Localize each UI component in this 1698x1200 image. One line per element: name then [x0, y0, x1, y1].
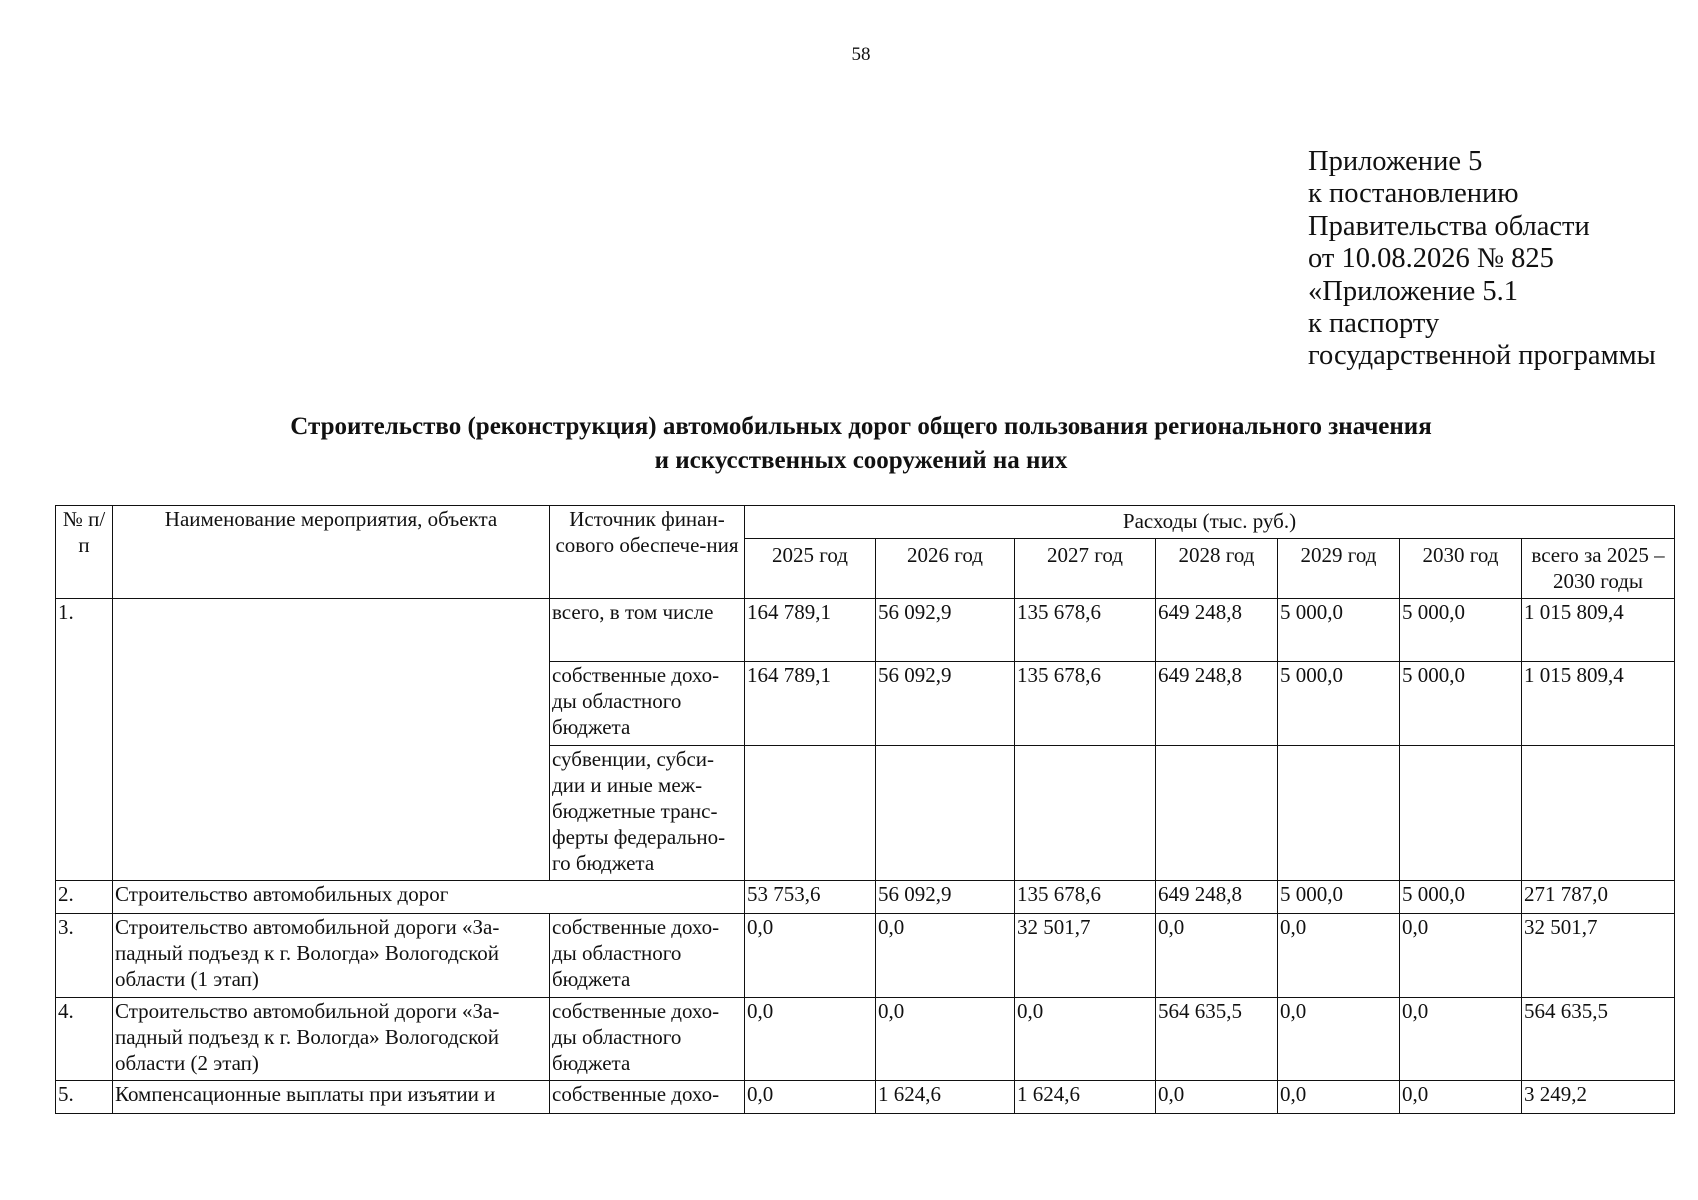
row-value: 135 678,6 — [1015, 599, 1156, 662]
row-total: 32 501,7 — [1522, 914, 1675, 998]
row-value: 0,0 — [1400, 914, 1522, 998]
row-total — [1522, 746, 1675, 881]
row-total: 1 015 809,4 — [1522, 599, 1675, 662]
row-value: 0,0 — [876, 914, 1015, 998]
row-value: 0,0 — [1278, 1081, 1400, 1114]
row-value: 0,0 — [1156, 1081, 1278, 1114]
row-value: 32 501,7 — [1015, 914, 1156, 998]
row-value: 5 000,0 — [1400, 662, 1522, 746]
row-num: 1. — [56, 599, 113, 881]
row-value — [1015, 746, 1156, 881]
row-value: 5 000,0 — [1400, 599, 1522, 662]
appendix-line: от 10.08.2026 № 825 — [1308, 243, 1554, 275]
row-value: 164 789,1 — [745, 662, 876, 746]
row-value: 5 000,0 — [1400, 881, 1522, 914]
row-value: 0,0 — [1278, 914, 1400, 998]
header-name: Наименование мероприятия, объекта — [113, 506, 550, 599]
row-num: 2. — [56, 881, 113, 914]
row-total: 1 015 809,4 — [1522, 662, 1675, 746]
appendix-line: к паспорту — [1308, 308, 1440, 340]
row-value: 564 635,5 — [1156, 998, 1278, 1081]
row-value: 649 248,8 — [1156, 881, 1278, 914]
row-value: 0,0 — [745, 914, 876, 998]
row-value — [1400, 746, 1522, 881]
row-source: собственные дохо- — [550, 1081, 745, 1114]
row-name: Строительство автомобильных дорог — [113, 881, 745, 914]
header-year: 2027 год — [1015, 539, 1156, 599]
appendix-line: «Приложение 5.1 — [1308, 275, 1518, 307]
table-row — [56, 881, 1675, 914]
appendix-line: государственной программы — [1308, 340, 1656, 372]
expenses-table — [55, 505, 1675, 1114]
document-title-line: Строительство (реконструкция) автомобильных дорог общего пользования регионального значения — [290, 413, 1432, 440]
row-value: 56 092,9 — [876, 881, 1015, 914]
row-name: Строительство автомобильной дороги «За-падный подъезд к г. Вологда» Вологодской области (2 этап) — [113, 998, 550, 1081]
header-year: 2026 год — [876, 539, 1015, 599]
row-value: 53 753,6 — [745, 881, 876, 914]
row-source: всего, в том числе — [550, 599, 745, 662]
row-source: собственные дохо-ды областного бюджета — [550, 998, 745, 1081]
header-year: 2028 год — [1156, 539, 1278, 599]
row-source: собственные дохо-ды областного бюджета — [550, 914, 745, 998]
row-source: собственные дохо-ды областного бюджета — [550, 662, 745, 746]
row-value: 135 678,6 — [1015, 881, 1156, 914]
row-value: 649 248,8 — [1156, 662, 1278, 746]
row-value: 5 000,0 — [1278, 599, 1400, 662]
row-value: 164 789,1 — [745, 599, 876, 662]
row-value — [1156, 746, 1278, 881]
row-value: 649 248,8 — [1156, 599, 1278, 662]
row-value — [1278, 746, 1400, 881]
row-value: 1 624,6 — [1015, 1081, 1156, 1114]
row-value: 0,0 — [1015, 998, 1156, 1081]
row-total: 564 635,5 — [1522, 998, 1675, 1081]
header-year: 2029 год — [1278, 539, 1400, 599]
table-row — [56, 914, 1675, 998]
row-source: субвенции, субси-дии и иные меж-бюджетные транс-ферты федерально-го бюджета — [550, 746, 745, 881]
appendix-line: Правительства области — [1308, 210, 1590, 242]
row-value — [876, 746, 1015, 881]
appendix-line: Приложение 5 — [1308, 146, 1483, 177]
header-year: 2030 год — [1400, 539, 1522, 599]
row-total: 271 787,0 — [1522, 881, 1675, 914]
row-num: 5. — [56, 1081, 113, 1114]
row-total: 3 249,2 — [1522, 1081, 1675, 1114]
row-value: 0,0 — [1400, 998, 1522, 1081]
header-num: № п/п — [56, 506, 113, 599]
appendix-line: к постановлению — [1308, 178, 1519, 210]
row-name — [113, 599, 550, 881]
header-source: Источник финан-сового обеспече-ния — [550, 506, 745, 599]
row-value: 1 624,6 — [876, 1081, 1015, 1114]
row-value: 0,0 — [1278, 998, 1400, 1081]
row-value: 56 092,9 — [876, 599, 1015, 662]
table-row — [56, 1081, 1675, 1114]
row-value: 5 000,0 — [1278, 662, 1400, 746]
row-value: 0,0 — [745, 1081, 876, 1114]
row-value: 0,0 — [1156, 914, 1278, 998]
header-year: 2025 год — [745, 539, 876, 599]
row-value: 0,0 — [876, 998, 1015, 1081]
row-value: 0,0 — [1400, 1081, 1522, 1114]
row-value: 56 092,9 — [876, 662, 1015, 746]
appendix-reference — [1308, 146, 1656, 373]
header-total: всего за 2025 – 2030 годы — [1522, 539, 1675, 599]
row-value: 5 000,0 — [1278, 881, 1400, 914]
table-row — [56, 599, 1675, 662]
document-title-line: и искусственных сооружений на них — [654, 447, 1068, 474]
row-value: 135 678,6 — [1015, 662, 1156, 746]
row-num: 4. — [56, 998, 113, 1081]
row-num: 3. — [56, 914, 113, 998]
header-expenses: Расходы (тыс. руб.) — [745, 506, 1675, 539]
row-name: Компенсационные выплаты при изъятии и — [113, 1081, 550, 1114]
page-number: 58 — [851, 44, 871, 65]
row-value — [745, 746, 876, 881]
row-value: 0,0 — [745, 998, 876, 1081]
document-title — [0, 410, 1698, 478]
row-name: Строительство автомобильной дороги «За-падный подъезд к г. Вологда» Вологодской области (1 этап) — [113, 914, 550, 998]
table-row — [56, 998, 1675, 1081]
